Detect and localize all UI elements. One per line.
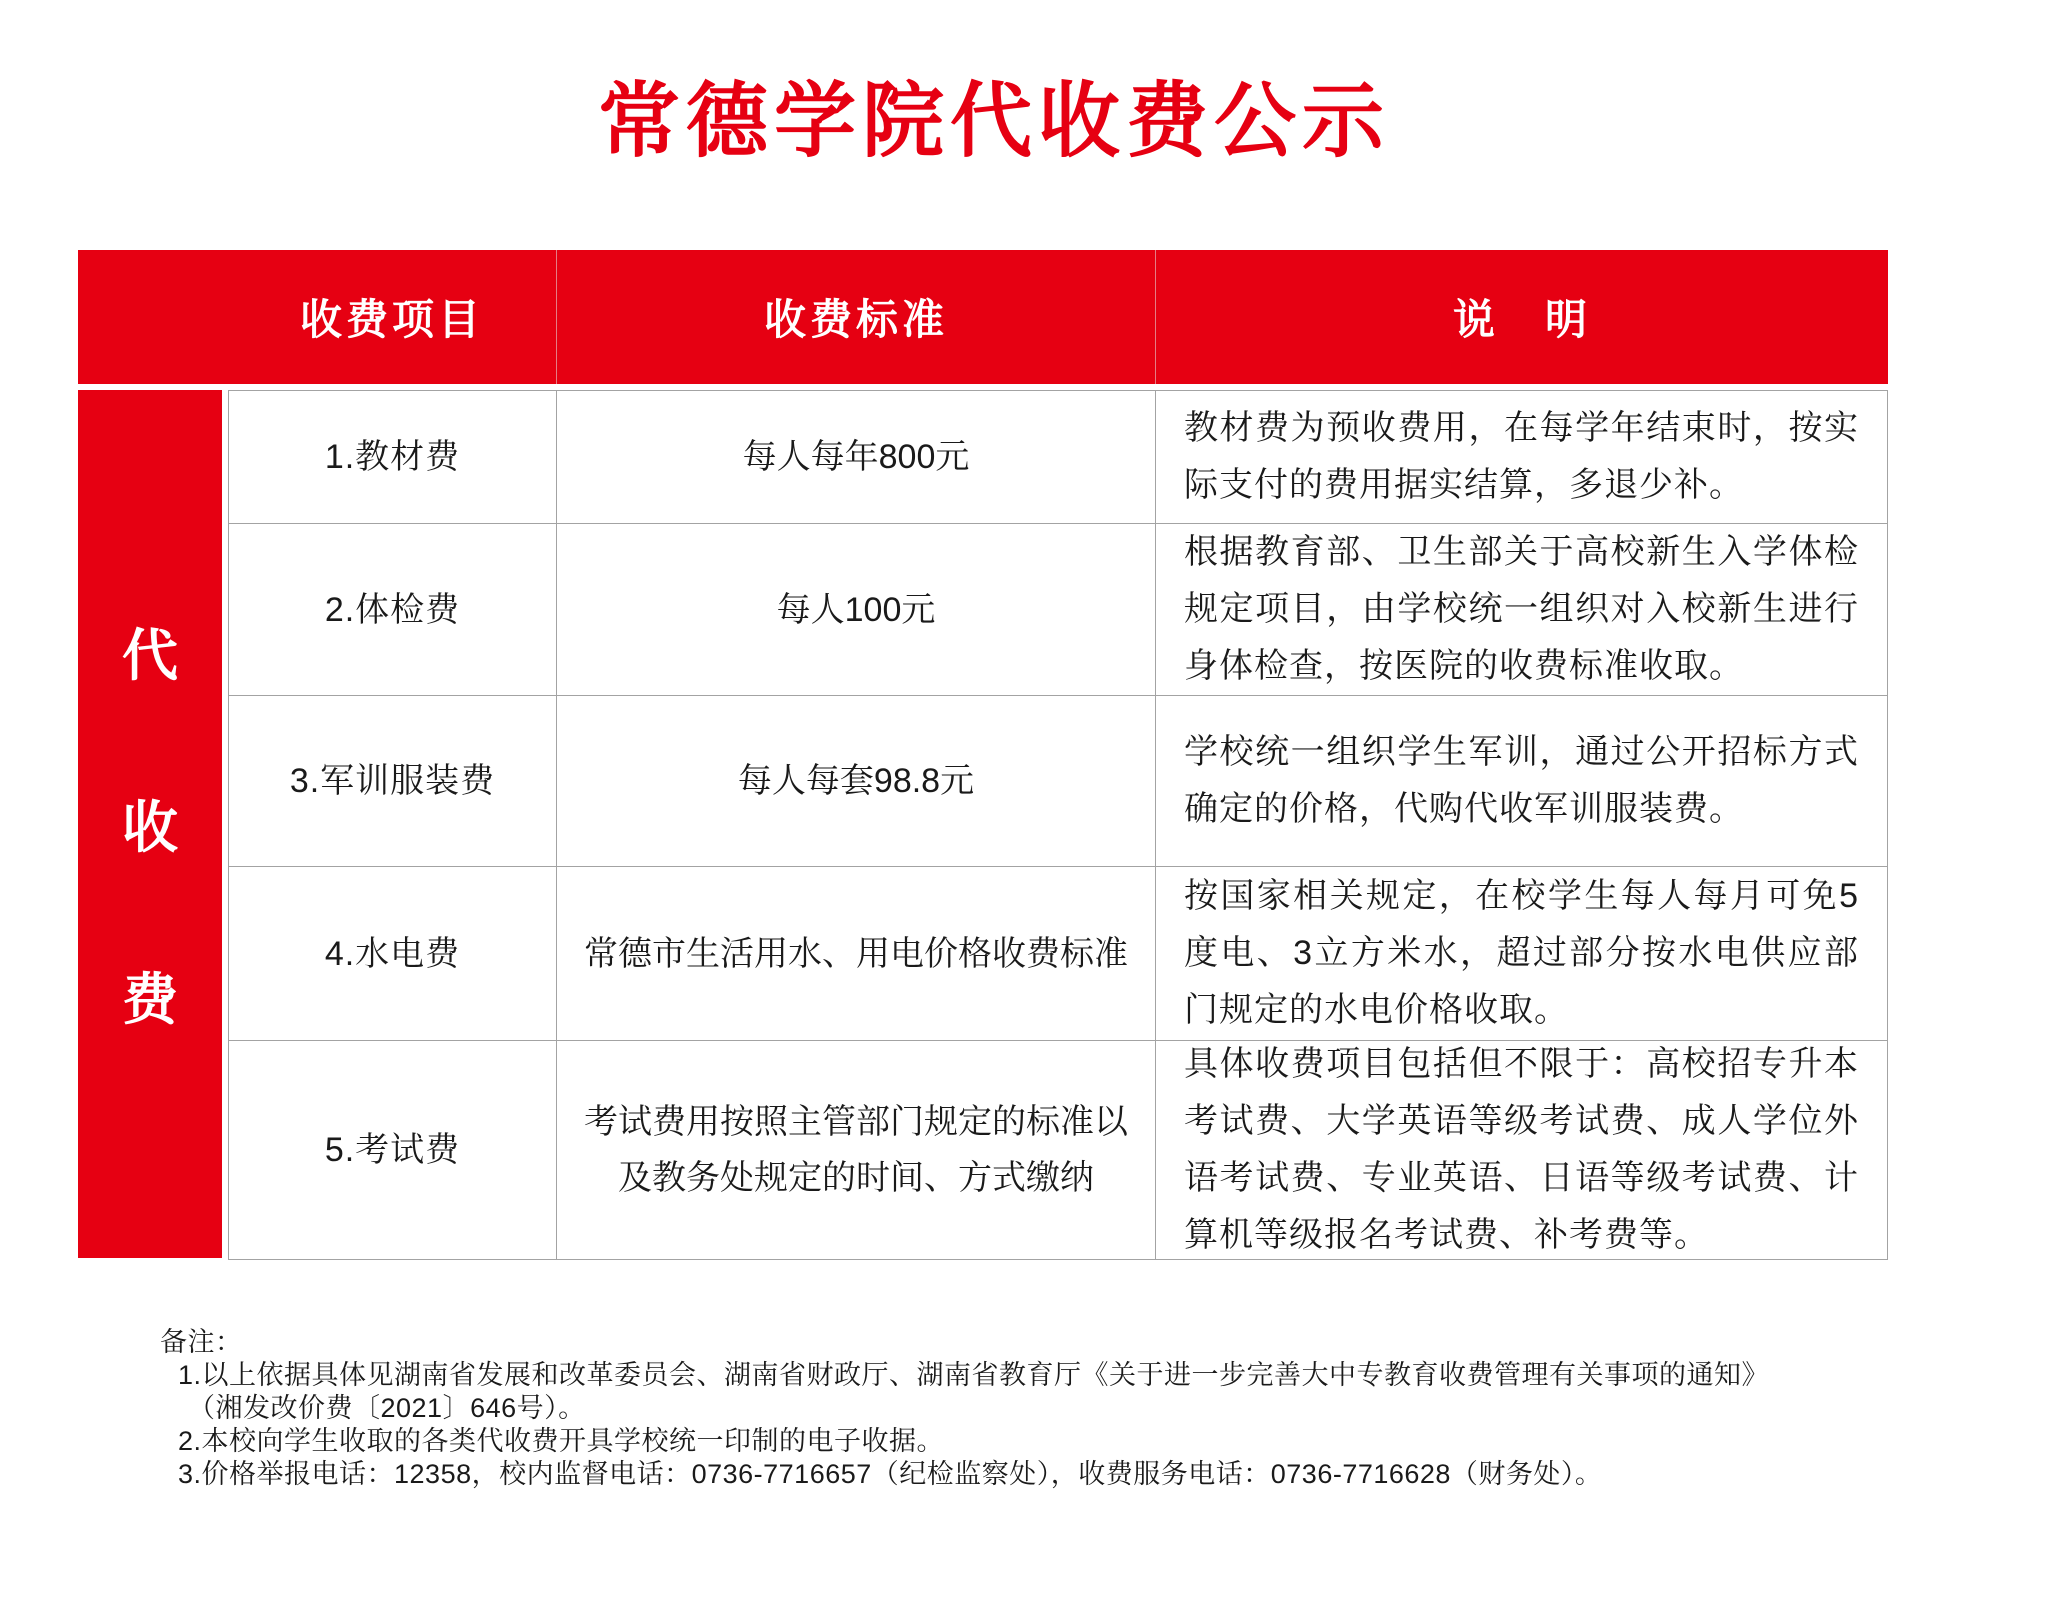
fee-note-cell bbox=[1156, 524, 1887, 696]
fee-note-text: 具体收费项目包括但不限于：高校招专升本考试费、大学英语等级考试费、成人学位外语考试费、专业英语、日语等级考试费、计算机等级报名考试费、补考费等。 bbox=[1184, 1045, 1859, 1254]
table-header-row bbox=[78, 250, 1888, 384]
fee-item-cell: 1.教材费 bbox=[229, 391, 557, 524]
sidebar-char: 收 bbox=[122, 796, 178, 859]
note-line-1: 1.以上依据具体见湖南省发展和改革委员会、湖南省财政厅、湖南省教育厅《关于进一步完善大中专教育收费管理有关事项的通知》 bbox=[178, 1360, 1770, 1390]
fee-note-text: 学校统一组织学生军训，通过公开招标方式确定的价格，代购代收军训服装费。 bbox=[1184, 733, 1859, 828]
fee-item-cell: 3.军训服装费 bbox=[229, 696, 557, 867]
fee-note-cell bbox=[1156, 696, 1887, 867]
fee-item-cell: 5.考试费 bbox=[229, 1041, 557, 1259]
fee-note-cell bbox=[1156, 391, 1887, 524]
header-explanation: 说 明 bbox=[1155, 250, 1888, 384]
note-line-3: 3.价格举报电话：12358，校内监督电话：0736-7716657（纪检监察处），收费服务电话：0736-7716628（财务处）。 bbox=[178, 1459, 1603, 1489]
category-sidebar bbox=[78, 390, 222, 1258]
fee-item-cell: 2.体检费 bbox=[229, 524, 557, 696]
fee-table-body bbox=[228, 390, 1888, 1260]
sidebar-char: 费 bbox=[122, 968, 178, 1031]
fee-note-cell bbox=[1156, 1041, 1887, 1259]
fee-note-cell bbox=[1156, 867, 1887, 1041]
header-fee-standard: 收费标准 bbox=[556, 250, 1155, 384]
fee-item-cell: 4.水电费 bbox=[229, 867, 557, 1041]
header-corner-cell bbox=[78, 250, 228, 384]
page-title: 常德学院代收费公示 bbox=[597, 73, 1390, 169]
fee-standard-cell: 每人每年800元 bbox=[557, 391, 1156, 524]
fee-note-text: 按国家相关规定，在校学生每人每月可免5度电、3立方米水，超过部分按水电供应部门规定的水电价格收取。 bbox=[1184, 877, 1859, 1029]
notes-label: 备注： bbox=[160, 1327, 243, 1357]
header-fee-item: 收费项目 bbox=[299, 296, 484, 343]
notes-section bbox=[160, 1326, 1769, 1491]
fee-note-text: 教材费为预收费用，在每学年结束时，按实际支付的费用据实结算，多退少补。 bbox=[1184, 409, 1859, 504]
fee-standard-cell: 每人每套98.8元 bbox=[557, 696, 1156, 867]
sidebar-char: 代 bbox=[122, 624, 178, 687]
note-line-1-continued: （湘发改价费〔2021〕646号）。 bbox=[188, 1393, 586, 1423]
fee-standard-cell: 每人100元 bbox=[557, 524, 1156, 696]
fee-standard-cell: 常德市生活用水、用电价格收费标准 bbox=[557, 867, 1156, 1041]
fee-note-text: 根据教育部、卫生部关于高校新生入学体检规定项目，由学校统一组织对入校新生进行身体检查，按医院的收费标准收取。 bbox=[1184, 533, 1859, 685]
fee-standard-cell: 考试费用按照主管部门规定的标准以及教务处规定的时间、方式缴纳 bbox=[557, 1041, 1156, 1259]
note-line-2: 2.本校向学生收取的各类代收费开具学校统一印制的电子收据。 bbox=[178, 1426, 945, 1456]
